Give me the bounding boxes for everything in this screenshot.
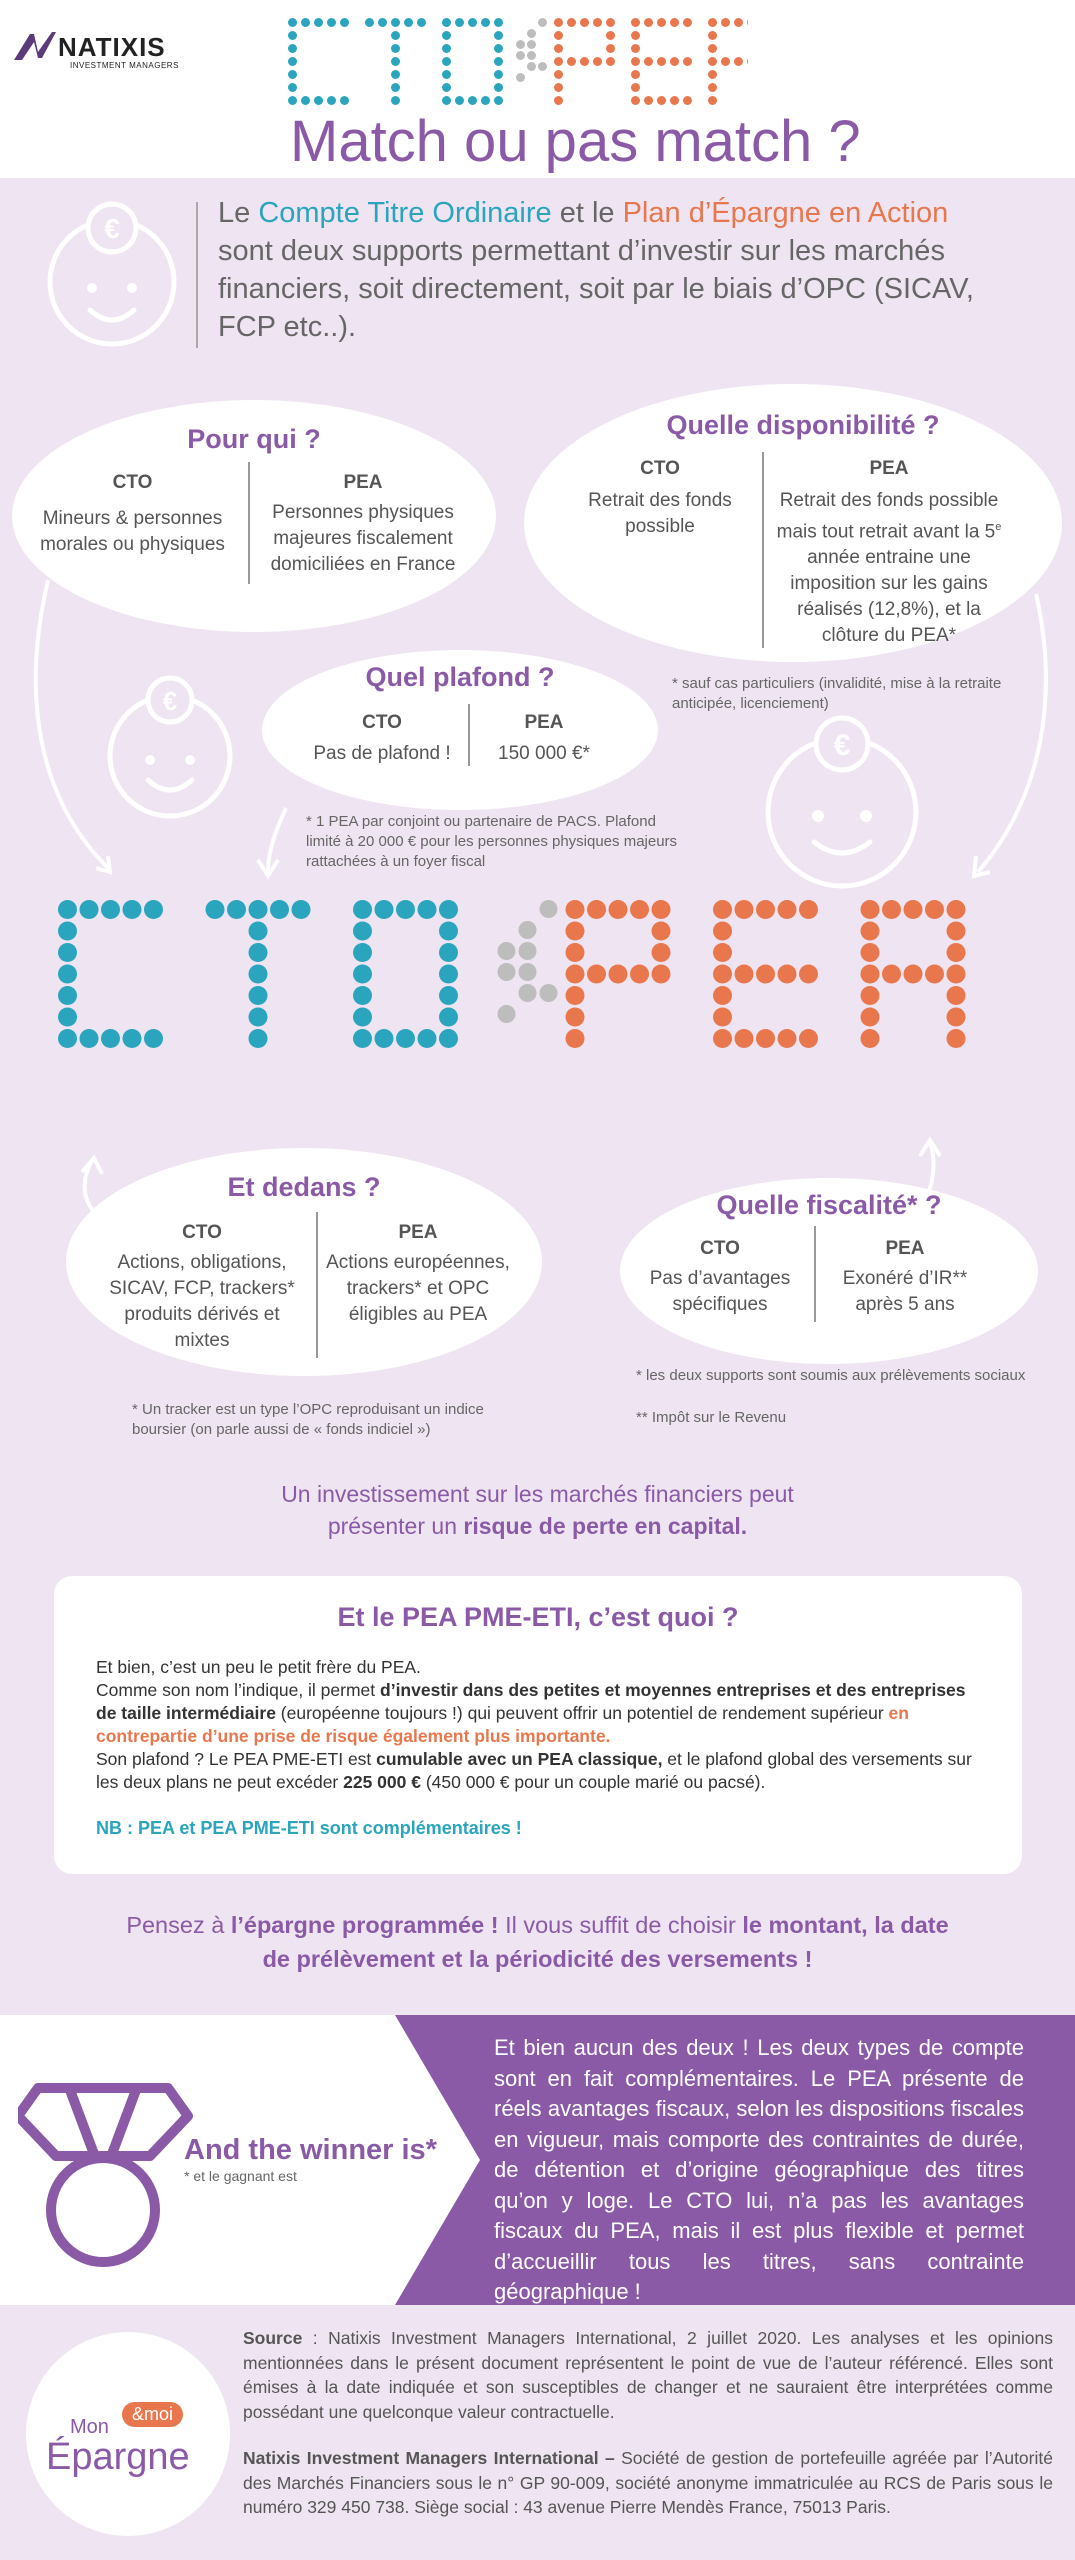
pour-qui-title: Pour qui ? bbox=[187, 424, 321, 454]
winner-title: And the winner is* bbox=[184, 2134, 437, 2166]
letter-dot bbox=[144, 1029, 163, 1048]
fiscalite-note-2: ** Impôt sur le Revenu bbox=[636, 1409, 787, 1426]
letter-dot bbox=[418, 900, 437, 919]
letter-dot bbox=[882, 900, 901, 919]
letter-dot bbox=[58, 922, 77, 941]
letter-dot bbox=[519, 921, 537, 939]
letter-dot bbox=[947, 1029, 966, 1048]
letter-dot bbox=[270, 900, 289, 919]
letter-dot bbox=[609, 965, 628, 984]
plafond-note: * 1 PEA par conjoint ou partenaire de PACS. Plafond limité à 20 000 € pour les personnes physiques majeurs rattachées à un foyer fiscal bbox=[306, 813, 678, 870]
letter-dot bbox=[123, 1029, 142, 1048]
letter-dot bbox=[713, 922, 732, 941]
letter-dot bbox=[630, 965, 649, 984]
letter-dot bbox=[799, 965, 818, 984]
risk-warning: Un investissement sur les marchés financiers peut présenter un risque de perte en capital. bbox=[281, 1481, 794, 1539]
letter-dot bbox=[652, 965, 671, 984]
source-text: Source : Natixis Investment Managers International, 2 juillet 2020. Les analyses et les opinions mentionnées dans le présent document représentent le point de vue de l’auteur référencé. Elles sont émises à la date indiquée et son susceptibles de changer et ne sauraient être interprétées comme possédant une quelconque valeur contractuelle. bbox=[243, 2328, 1053, 2422]
fiscalite-cto-text: Pas d’avantages spécifiques bbox=[649, 1268, 791, 1315]
letter-dot bbox=[609, 900, 628, 919]
letter-dot bbox=[861, 943, 880, 962]
letter-dot bbox=[249, 986, 268, 1005]
logo-epargne: Épargne bbox=[46, 2436, 190, 2478]
letter-dot bbox=[713, 986, 732, 1005]
fiscalite-note-1: * les deux supports sont soumis aux prélèvements sociaux bbox=[636, 1367, 1026, 1384]
letter-dot bbox=[58, 965, 77, 984]
fiscalite-cto-label: CTO bbox=[700, 1238, 740, 1259]
letter-dot bbox=[439, 922, 458, 941]
letter-dot bbox=[80, 1029, 99, 1048]
dedans-pea-text: Actions européennes, trackers* et OPC éligibles au PEA bbox=[326, 1252, 510, 1325]
disponibilite-pea-label: PEA bbox=[869, 458, 909, 479]
plafond-title: Quel plafond ? bbox=[365, 662, 555, 692]
letter-dot bbox=[947, 900, 966, 919]
plafond-cto-label: CTO bbox=[362, 712, 402, 733]
letter-dot bbox=[396, 1029, 415, 1048]
letter-dot bbox=[756, 1029, 775, 1048]
disponibilite-pea-text: Retrait des fonds possible mais tout retrait avant la 5e année entraine une imposition sur les gains réalisés (12,8%), et la clôture du PEA* bbox=[776, 490, 1002, 647]
fiscalite-pea-label: PEA bbox=[885, 1238, 925, 1259]
letter-dot bbox=[861, 965, 880, 984]
letter-dot bbox=[249, 922, 268, 941]
mon-epargne-logo bbox=[26, 2332, 230, 2536]
letter-dot bbox=[292, 900, 311, 919]
letter-dot bbox=[778, 900, 797, 919]
letter-dot bbox=[566, 943, 585, 962]
letter-dot bbox=[778, 1029, 797, 1048]
letter-dot bbox=[735, 965, 754, 984]
letter-dot bbox=[861, 986, 880, 1005]
pour-qui-cto-label: CTO bbox=[112, 472, 153, 493]
letter-dot bbox=[947, 965, 966, 984]
logo-mon: Mon bbox=[70, 2416, 109, 2438]
letter-dot bbox=[566, 1008, 585, 1027]
letter-dot bbox=[861, 900, 880, 919]
letter-dot bbox=[882, 965, 901, 984]
letter-dot bbox=[144, 900, 163, 919]
letter-dot bbox=[652, 900, 671, 919]
plafond-cto-text: Pas de plafond ! bbox=[313, 743, 451, 764]
letter-dot bbox=[904, 965, 923, 984]
letter-dot bbox=[519, 963, 537, 981]
letter-dot bbox=[713, 1029, 732, 1048]
plafond-pea-label: PEA bbox=[524, 712, 564, 733]
letter-dot bbox=[540, 984, 558, 1002]
letter-dot bbox=[630, 900, 649, 919]
letter-dot bbox=[249, 900, 268, 919]
medal-icon bbox=[18, 2068, 198, 2268]
letter-dot bbox=[566, 986, 585, 1005]
letter-dot bbox=[80, 900, 99, 919]
letter-dot bbox=[58, 943, 77, 962]
letter-dot bbox=[58, 1029, 77, 1048]
letter-dot bbox=[249, 943, 268, 962]
letter-dot bbox=[652, 922, 671, 941]
letter-dot bbox=[735, 1029, 754, 1048]
letter-dot bbox=[519, 942, 537, 960]
svg-text:€: € bbox=[162, 686, 178, 716]
intro-cto-name: Compte Titre Ordinaire bbox=[258, 197, 552, 229]
pour-qui-cto-text: Mineurs & personnes morales ou physiques bbox=[40, 508, 225, 555]
dedans-pea-label: PEA bbox=[398, 1222, 438, 1243]
letter-dot bbox=[58, 1008, 77, 1027]
pme-eti-title: Et le PEA PME-ETI, c’est quoi ? bbox=[337, 1602, 739, 1632]
letter-dot bbox=[101, 900, 120, 919]
winner-text: Et bien aucun des deux ! Les deux types de compte sont en fait complémentaires. Le PEA présente de réels avantages fiscaux, selon les dispositions fiscales en vigueur, mais comporte des contraintes de durée, de détention et d’origine géographique des titres qu’on y loge. Le CTO lui, n’a pas les avantages fiscaux du PEA, mais il est plus flexible et permet d’accueillir tous les titres, sans contrainte géographique ! bbox=[494, 2035, 1024, 2304]
letter-dot bbox=[861, 922, 880, 941]
fiscalite-pea-text: Exonéré d’IR** après 5 ans bbox=[842, 1268, 968, 1315]
plafond-pea-text: 150 000 €* bbox=[498, 743, 590, 764]
letter-dot bbox=[566, 1029, 585, 1048]
pour-qui-pea-label: PEA bbox=[343, 472, 383, 493]
letter-dot bbox=[947, 922, 966, 941]
letter-dot bbox=[799, 1029, 818, 1048]
letter-dot bbox=[540, 900, 558, 918]
letter-dot bbox=[713, 900, 732, 919]
letter-dot bbox=[778, 965, 797, 984]
letter-dot bbox=[418, 1029, 437, 1048]
disponibilite-title: Quelle disponibilité ? bbox=[666, 410, 940, 440]
letter-dot bbox=[101, 1029, 120, 1048]
letter-dot bbox=[947, 1008, 966, 1027]
letter-dot bbox=[439, 965, 458, 984]
fiscalite-divider bbox=[814, 1226, 816, 1322]
letter-dot bbox=[227, 900, 246, 919]
dedans-cto-label: CTO bbox=[182, 1222, 222, 1243]
brand-tagline: INVESTMENT MANAGERS bbox=[70, 61, 179, 70]
letter-dot bbox=[353, 900, 372, 919]
letter-dot bbox=[58, 986, 77, 1005]
letter-dot bbox=[498, 942, 516, 960]
letter-dot bbox=[353, 986, 372, 1005]
letter-dot bbox=[713, 1008, 732, 1027]
letter-dot bbox=[566, 965, 585, 984]
letter-dot bbox=[566, 900, 585, 919]
letter-dot bbox=[756, 900, 775, 919]
letter-dot bbox=[249, 965, 268, 984]
letter-dot bbox=[353, 965, 372, 984]
letter-dot bbox=[498, 1005, 516, 1023]
letter-dot bbox=[439, 1008, 458, 1027]
letter-dot bbox=[925, 900, 944, 919]
letter-dot bbox=[652, 943, 671, 962]
pme-eti-body: Et bien, c’est un peu le petit frère du PEA. Comme son nom l’indique, il permet d’investir dans des petites et moyennes entreprises et des entreprises de taille intermédiaire (européenne toujours !) qui peuvent offrir un potentiel de rendement supérieur en contrepartie d’une prise de risque également plus importante. Son plafond ? Le PEA PME-ETI est cumulable avec un PEA classique, et le plafond global des versements sur les deux plans ne peut excéder 225 000 € (450 000 € pour un couple marié ou pacsé). bbox=[96, 1657, 972, 1792]
letter-dot bbox=[353, 1008, 372, 1027]
svg-text:€: € bbox=[833, 729, 851, 762]
letter-dot bbox=[947, 986, 966, 1005]
dedans-note: * Un tracker est un type l’OPC reproduisant un indice boursier (on parle aussi de « fonds indiciel ») bbox=[132, 1401, 484, 1438]
company-text: Natixis Investment Managers International – Société de gestion de portefeuille agréée par l’Autorité des Marchés Financiers sous le n° GP 90-009, société anonyme immatriculée au RCS de Paris sous le numéro 329 450 738. Siège social : 43 avenue Pierre Mendès France, 75013 Paris. bbox=[243, 2448, 1053, 2517]
pour-qui-pea-text: Personnes physiques majeures fiscalement domiciliées en France bbox=[270, 502, 456, 575]
intro-pea-name: Plan d’Épargne en Action bbox=[622, 197, 949, 229]
dedans-cto-text: Actions, obligations, SICAV, FCP, trackers* produits dérivés et mixtes bbox=[109, 1252, 295, 1351]
dedans-title: Et dedans ? bbox=[227, 1172, 381, 1202]
letter-dot bbox=[713, 965, 732, 984]
intro-text: Le Compte Titre Ordinaire et le Plan d’Épargne en Action sont deux supports permettant d’investir sur les marchés financiers, soit directement, soit par le biais d’OPC (SICAV, FCP etc..). bbox=[218, 197, 974, 343]
letter-dot bbox=[799, 900, 818, 919]
disponibilite-cto-label: CTO bbox=[640, 458, 680, 479]
letter-dot bbox=[353, 943, 372, 962]
letter-dot bbox=[396, 900, 415, 919]
letter-dot bbox=[587, 965, 606, 984]
letter-dot bbox=[861, 1008, 880, 1027]
letter-dot bbox=[587, 900, 606, 919]
letter-dot bbox=[498, 963, 516, 981]
letter-dot bbox=[756, 965, 775, 984]
letter-dot bbox=[861, 1029, 880, 1048]
epargne-programmee: Pensez à l’épargne programmée ! Il vous suffit de choisir le montant, la date de prélèvement et la périodicité des versements ! bbox=[126, 1912, 949, 1972]
letter-dot bbox=[947, 943, 966, 962]
letter-dot bbox=[713, 943, 732, 962]
letter-dot bbox=[925, 965, 944, 984]
winner-note: * et le gagnant est bbox=[184, 2168, 297, 2184]
logo-moi: &moi bbox=[122, 2402, 183, 2427]
disponibilite-cto-text: Retrait des fonds possible bbox=[588, 490, 732, 537]
letter-dot bbox=[439, 986, 458, 1005]
brand-name: NATIXIS bbox=[58, 32, 166, 62]
letter-dot bbox=[353, 922, 372, 941]
letter-dot bbox=[439, 900, 458, 919]
page-subtitle: Match ou pas match ? bbox=[290, 109, 861, 174]
letter-dot bbox=[439, 1029, 458, 1048]
letter-dot bbox=[123, 900, 142, 919]
letter-dot bbox=[735, 900, 754, 919]
disponibilite-note: * sauf cas particuliers (invalidité, mise à la retraite anticipée, licenciement) bbox=[672, 675, 1002, 712]
pme-eti-nb: NB : PEA et PEA PME-ETI sont complémentaires ! bbox=[96, 1818, 522, 1838]
letter-dot bbox=[519, 984, 537, 1002]
letter-dot bbox=[904, 900, 923, 919]
letter-dot bbox=[353, 1029, 372, 1048]
letter-dot bbox=[206, 900, 225, 919]
dedans-divider bbox=[316, 1212, 318, 1358]
letter-dot bbox=[439, 943, 458, 962]
letter-dot bbox=[375, 900, 394, 919]
letter-dot bbox=[249, 1029, 268, 1048]
letter-dot bbox=[566, 922, 585, 941]
letter-dot bbox=[58, 900, 77, 919]
svg-text:€: € bbox=[104, 213, 120, 244]
big-dotted-letters bbox=[58, 900, 1026, 1140]
letter-dot bbox=[249, 1008, 268, 1027]
letter-dot bbox=[375, 1029, 394, 1048]
fiscalite-title: Quelle fiscalité* ? bbox=[716, 1190, 942, 1220]
